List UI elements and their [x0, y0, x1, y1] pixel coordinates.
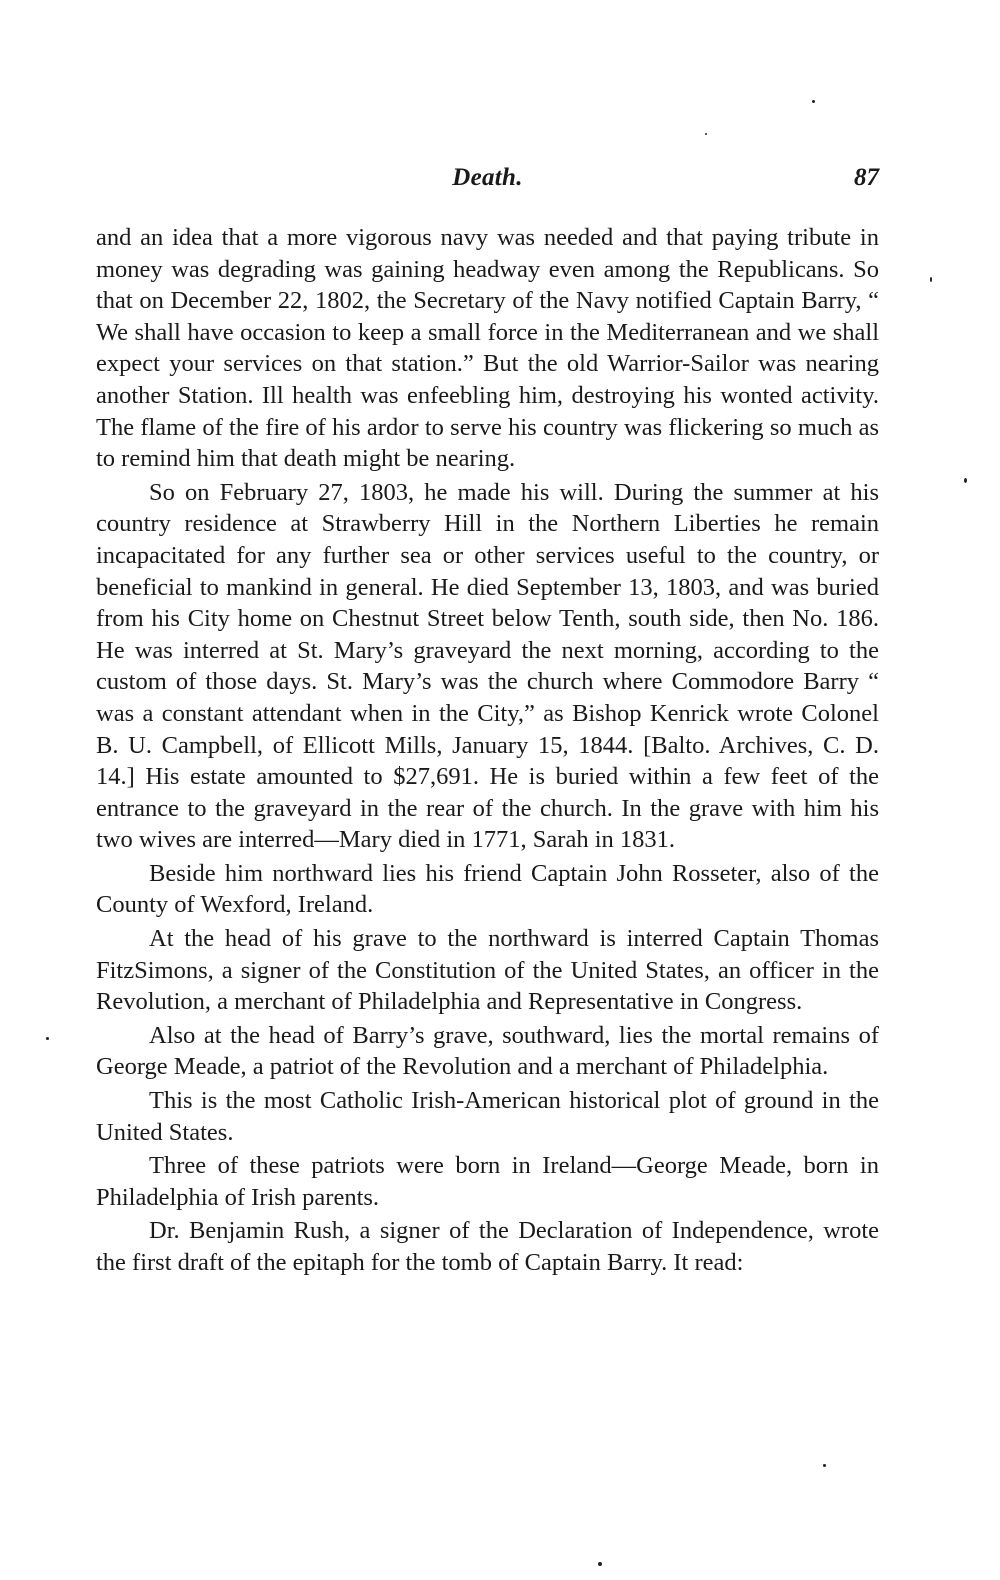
scan-speck — [705, 133, 707, 135]
paragraph-irish-born: Three of these patriots were born in Ireland—George Meade, born in Philadelphia of Irish parents. — [96, 1152, 879, 1211]
paragraph-historical-plot: This is the most Catholic Irish-American historical plot of ground in the United States. — [96, 1087, 879, 1146]
paragraph-continuation: and an idea that a more vigorous navy was needed and that paying tribute in money was degrading was gaining headway even among the Republicans. So that on December 22, 1802, the Secretary of the Navy notified Captain Barry, “ We shall have occasion to keep a small force in the Mediterranean and we shall expect your services on that station.” But the old Warrior-Sailor was nearing another Station. Ill health was enfeebling him, destroying his wonted activity. The flame of the fire of his ardor to serve his country was flickering so much as to remind him that death might be nearing. — [96, 224, 879, 473]
page-number: 87 — [854, 164, 879, 191]
scan-speck — [823, 1464, 826, 1467]
running-head — [96, 164, 879, 200]
paragraph-will-and-death: So on February 27, 1803, he made his will. During the summer at his country residence at Strawberry Hill in the Northern Liberties he remain incapacitated for any further sea or other services useful to the country, or beneficial to mankind in general. He died September 13, 1803, and was buried from his City home on Chestnut Street below Tenth, south side, then No. 186. He was interred at St. Mary’s graveyard the next morning, according to the custom of those days. St. Mary’s was the church where Commodore Barry “ was a constant attendant when in the City,” as Bishop Kenrick wrote Colonel B. U. Campbell, of Ellicott Mills, January 15, 1844. [Balto. Archives, C. D. 14.] His estate amounted to $27,691. He is buried within a few feet of the entrance to the graveyard in the rear of the church. In the grave with him his two wives are interred—Mary died in 1771, Sarah in 1831. — [96, 478, 879, 854]
paragraph-rosseter: Beside him northward lies his friend Captain John Rosseter, also of the County of Wexford, Ireland. — [96, 859, 879, 919]
paragraph-meade: Also at the head of Barry’s grave, southward, lies the mortal remains of George Meade, a patriot of the Revolution and a merchant of Philadelphia. — [96, 1021, 879, 1081]
scan-speck — [964, 478, 967, 483]
scan-speck — [598, 1562, 602, 1566]
scan-speck — [930, 277, 932, 282]
scan-speck — [812, 100, 815, 103]
paragraph-fitzsimons: At the head of his grave to the northward is interred Captain Thomas FitzSimons, a signer of the Constitution of the United States, an officer in the Revolution, a merchant of Philadelphia and Representative in Congress. — [96, 925, 879, 1016]
scan-speck — [46, 1037, 49, 1040]
paragraph-epitaph: Dr. Benjamin Rush, a signer of the Declaration of Independence, wrote the first draft of the epitaph for the tomb of Captain Barry. It read: — [96, 1217, 879, 1276]
running-title: Death. — [452, 164, 523, 191]
body-text — [96, 222, 879, 1281]
